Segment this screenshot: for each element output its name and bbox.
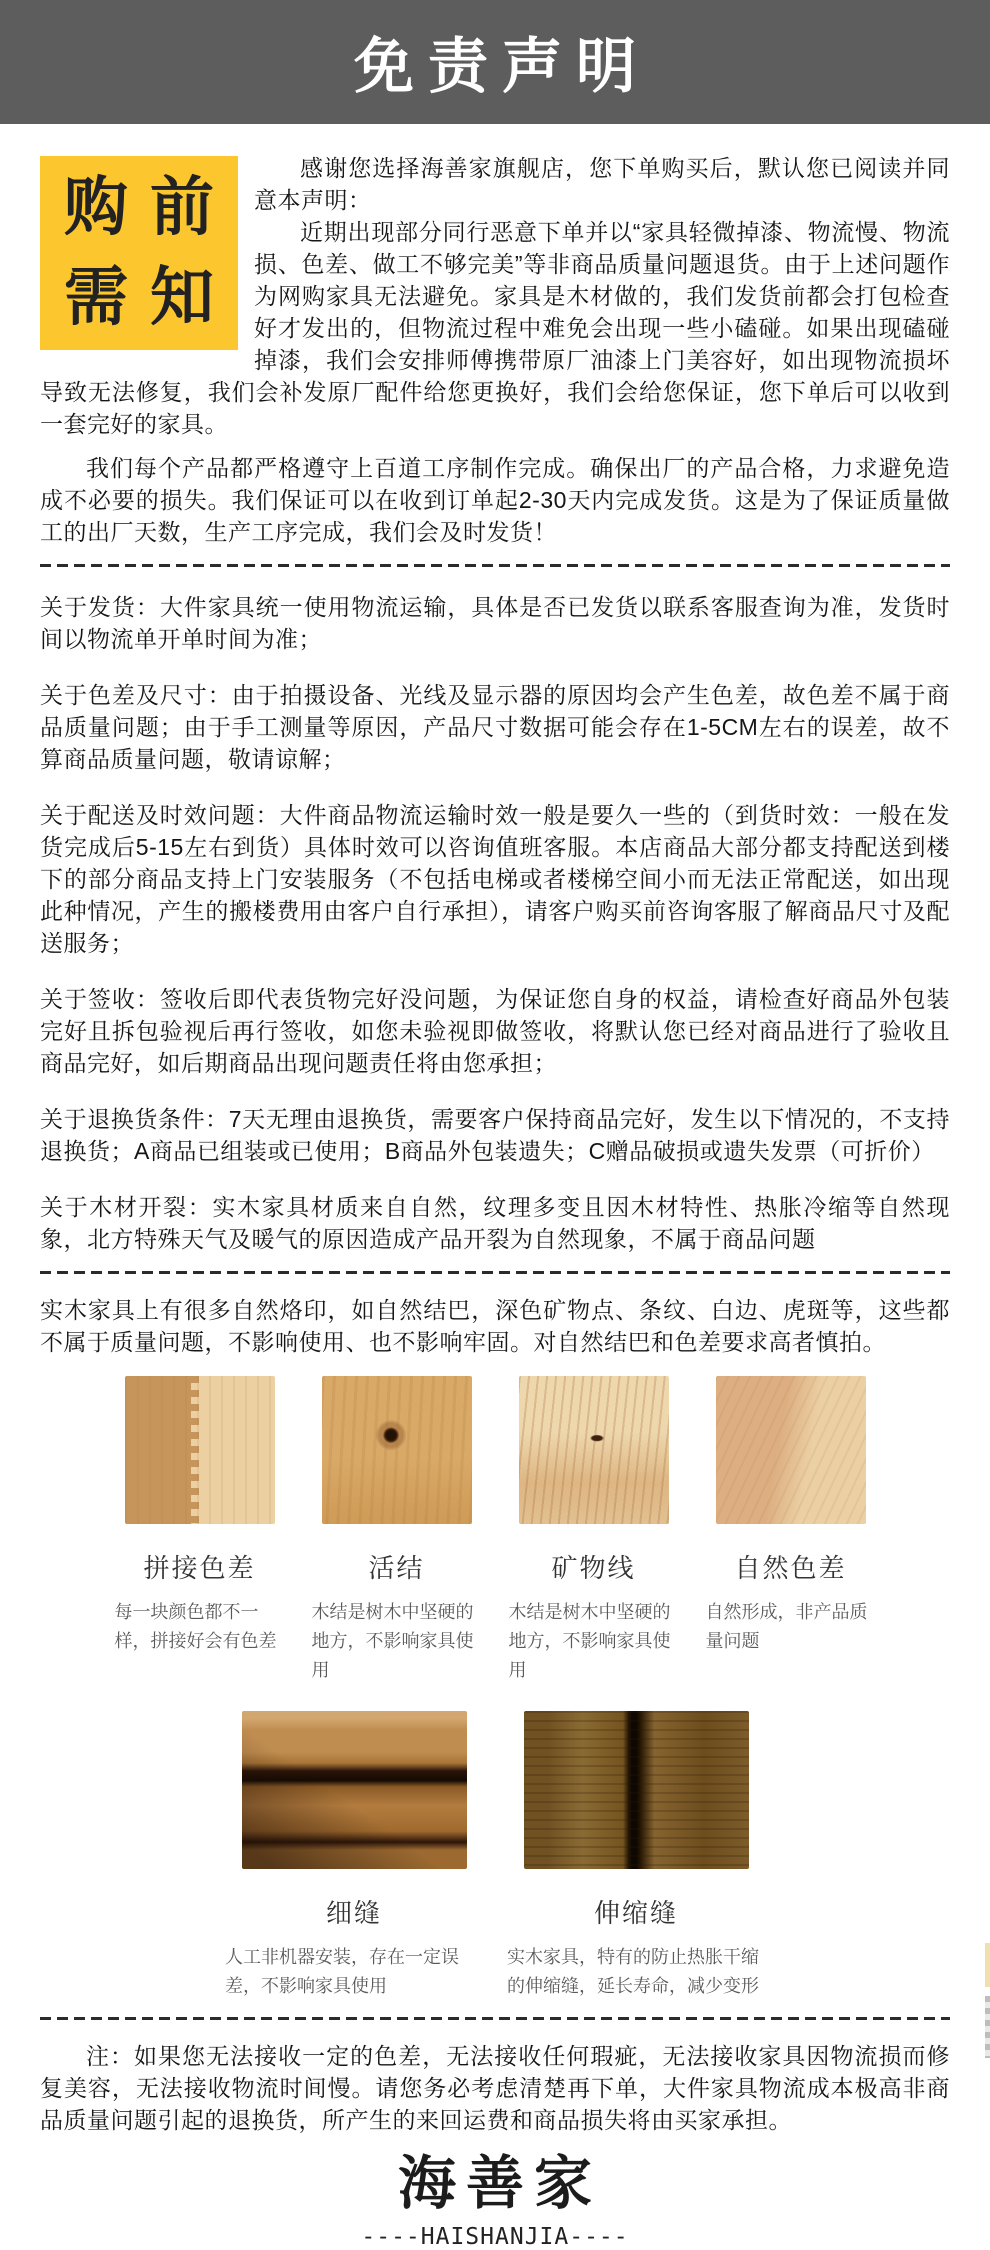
feature-joint-color (115, 1376, 285, 1685)
scrollbar-thumb[interactable] (985, 1996, 990, 2058)
brand-romanized-text: ----HAISHANJIA---- (361, 2224, 629, 2250)
feature-description: 实木家具，特有的防止热胀干缩的伸缩缝，延长寿命，减少变形 (507, 1947, 759, 1996)
feature-title: 拼接色差 (143, 1553, 256, 1583)
natural-marks-paragraph: 实木家具上有很多自然烙印，如自然结巴，深色矿物点、条纹、白边、虎斑等，这些都不属于质量问题，不影响使用、也不影响牢固。对自然结巴和色差要求高者慎拍。 (40, 1297, 950, 1355)
policy-text: 大件家具统一使用物流运输，具体是否已发货以联系客服查询为准，发货时间以物流单开单时间为准； (40, 594, 951, 652)
right-edge-artifact (985, 1943, 990, 1987)
feature-natural-color (706, 1376, 876, 1685)
furniture-expansion-joint-image (524, 1711, 749, 1869)
feature-description: 自然形成，非产品质量问题 (705, 1602, 868, 1651)
wood-mineral-line-image (519, 1376, 669, 1524)
policy-label: 关于色差及尺寸： (40, 682, 232, 708)
dashed-divider (40, 564, 950, 567)
feature-description: 每一块颜色都不一样，拼接好会有色差 (114, 1602, 277, 1651)
feature-description: 木结是树木中坚硬的地方，不影响家具使用 (508, 1602, 671, 1680)
wood-live-knot-image (322, 1376, 472, 1524)
wood-features-row-1 (40, 1376, 950, 1685)
intro-paragraph-2: 近期出现部分同行恶意下单并以“家具轻微掉漆、物流慢、物流损、色差、做工不够完美”等非商品质量问题退货。由于上述问题作为网购家具无法避免。家具是木材做的，我们发货前都会打包检查好才发出的，但物流过程中难免会出现一些小磕碰。如果出现磕碰掉漆，我们会安排师傅携带原厂油漆上门美容好，如出现物流损坏导致无法修复，我们会补发原厂配件给您更换好，我们会给您保证，您下单后可以收到一套完好的家具。 (40, 219, 950, 437)
dashed-divider (40, 2017, 950, 2020)
wood-features-row-2 (40, 1711, 950, 2001)
furniture-fine-seam-image (242, 1711, 467, 1869)
brand-footer (40, 2152, 950, 2250)
policy-text: 签收后即代表货物完好没问题，为保证您自身的权益，请检查好商品外包装完好且拆包验视后再行签收，如您未验视即做签收，将默认您已经对商品进行了验收且商品完好，如后期商品出现问题责任将由您承担； (40, 986, 951, 1076)
feature-title: 矿物线 (551, 1553, 636, 1583)
badge-line-1: 购前 (64, 172, 236, 243)
feature-title: 细缝 (325, 1898, 382, 1928)
feature-description: 人工非机器安装，存在一定误差，不影响家具使用 (225, 1947, 459, 1996)
intro-paragraph-1: 感谢您选择海善家旗舰店，您下单购买后，默认您已阅读并同意本声明： (254, 155, 950, 213)
feature-mineral-line (509, 1376, 679, 1685)
feature-title: 活结 (368, 1553, 425, 1583)
dashed-divider (40, 1271, 950, 1274)
policy-color-and-size (40, 679, 950, 775)
policy-label: 关于退换货条件： (40, 1106, 229, 1132)
policy-label: 关于发货： (40, 594, 160, 620)
policy-sign-receipt (40, 983, 950, 1079)
policy-label: 关于木材开裂： (40, 1194, 213, 1220)
policy-label: 关于签收： (40, 986, 160, 1012)
production-promise-paragraph: 我们每个产品都严格遵守上百道工序制作完成。确保出厂的产品合格，力求避免造成不必要的损失。我们保证可以在收到订单起2-30天内完成发货。这是为了保证质量做工的出厂天数，生产工序完成，我们会及时发货！ (40, 455, 950, 545)
feature-live-knot (312, 1376, 482, 1685)
policy-delivery-time (40, 799, 950, 959)
feature-title: 伸缩缝 (593, 1898, 678, 1928)
wood-natural-color-difference-image (716, 1376, 866, 1524)
policy-text: 由于拍摄设备、光线及显示器的原因均会产生色差，故色差不属于商品质量问题；由于手工测量等原因，产品尺寸数据可能会存在1-5CM左右的误差，故不算商品质量问题，敬请谅解； (40, 682, 951, 772)
feature-expansion-joint (507, 1711, 765, 2001)
brand-logo-text: 海善家 (397, 2151, 602, 2216)
badge-line-2: 需知 (64, 262, 236, 333)
buyer-warning-note: 注：如果您无法接收一定的色差，无法接收任何瑕疵，无法接收家具因物流损而修复美容，无法接收物流时间慢。请您务必考虑清楚再下单，大件家具物流成本极高非商品质量问题引起的退换货，所产生的来回运费和商品损失将由买家承担。 (40, 2043, 950, 2133)
wood-joint-color-difference-image (125, 1376, 275, 1524)
policy-wood-cracking (40, 1191, 950, 1255)
feature-title: 自然色差 (734, 1553, 847, 1583)
feature-fine-seam (225, 1711, 483, 2001)
policy-text: 大件商品物流运输时效一般是要久一些的（到货时效：一般在发货完成后5-15左右到货）具体时效可以咨询值班客服。本店商品大部分都支持配送到楼下的部分商品支持上门安装服务（不包括电梯或者楼梯空间小而无法正常配送，如出现此种情况，产生的搬楼费用由客户自行承担），请客户购买前咨询客服了解商品尺寸及配送服务； (40, 802, 951, 956)
page-title: 免责声明 (354, 33, 650, 100)
intro-section (40, 152, 950, 440)
policy-shipping (40, 591, 950, 655)
feature-description: 木结是树木中坚硬的地方，不影响家具使用 (311, 1602, 474, 1680)
page-content (0, 124, 990, 2250)
policy-label: 关于配送及时效问题： (40, 802, 280, 828)
policy-text: 实木家具材质来自自然，纹理多变且因木材特性、热胀冷缩等自然现象，北方特殊天气及暖气的原因造成产品开裂为自然现象，不属于商品问题 (40, 1194, 950, 1252)
page-header-banner (0, 0, 990, 124)
policy-returns (40, 1103, 950, 1167)
policy-text: 7天无理由退换货，需要客户保持商品完好，发生以下情况的，不支持退换货；A商品已组装或已使用；B商品外包装遗失；C赠品破损或遗失发票（可折价） (40, 1106, 950, 1164)
pre-purchase-notice-badge (40, 156, 238, 350)
